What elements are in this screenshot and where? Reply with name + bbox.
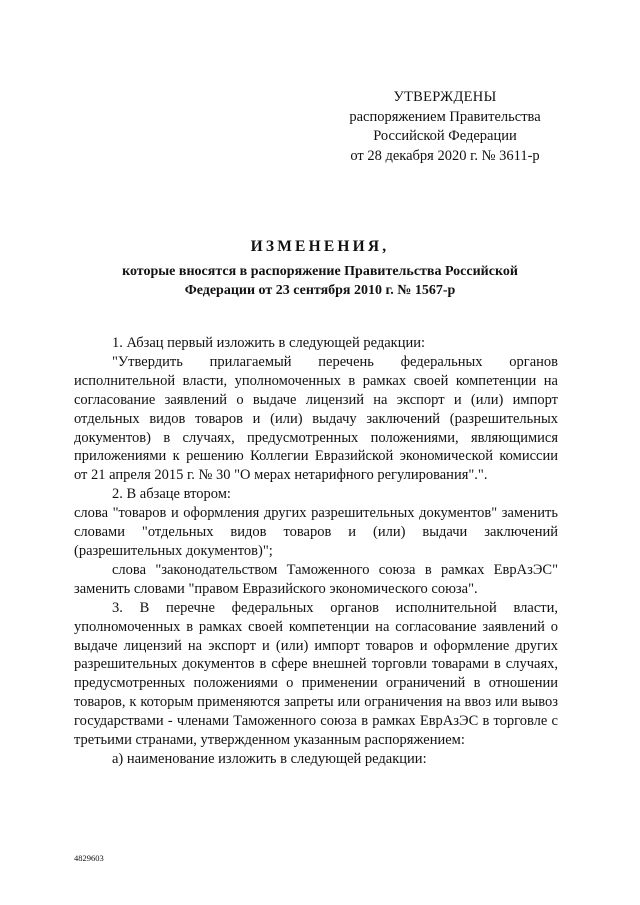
paragraph-4: слова "товаров и оформления других разрешительных документов" заменить словами "отдельных видов товаров и (или) выдачи заключений (разрешительных документов)"; — [74, 505, 558, 559]
paragraph-6: 3. В перечне федеральных органов исполнительной власти, уполномоченных в рамках своей компетенции на согласование заявлений о выдаче лицензий на экспорт и (или) импорт товаров и оформление других разрешительных документов в сфере внешней торговли товарами в случаях, предусмотренных положениями о применении ограничений в отношении товаров, к которым применяются запреты или ограничения на ввоз или вывоз государствами - членами Таможенного союза в рамках ЕврАзЭС в торговле с третьими странами, утвержденном указанным распоряжением: — [74, 599, 558, 749]
document-subtitle — [70, 262, 570, 300]
approval-block — [330, 88, 560, 166]
subtitle-line-1: которые вносятся в распоряжение Правительства Российской — [122, 264, 518, 279]
paragraph-3: 2. В абзаце втором: — [112, 486, 231, 503]
paragraph-1: 1. Абзац первый изложить в следующей редакции: — [112, 335, 426, 351]
document-title: ИЗМЕНЕНИЯ, — [250, 238, 390, 255]
paragraph-5: слова "законодательством Таможенного союза в рамках ЕврАзЭС" заменить словами "правом Евразийского экономического союза". — [74, 561, 558, 597]
approval-line-decree: распоряжением Правительства — [349, 108, 541, 125]
approval-line-country: Российской Федерации — [373, 128, 517, 144]
approval-line-date: от 28 декабря 2020 г. № 3611-р — [350, 147, 540, 164]
document-code: 4829603 — [74, 853, 104, 863]
subtitle-line-2: Федерации от 23 сентября 2010 г. № 1567-р — [184, 283, 456, 298]
paragraph-7: а) наименование изложить в следующей редакции: — [112, 750, 427, 767]
paragraph-2: "Утвердить прилагаемый перечень федеральных органов исполнительной власти, уполномоченных в рамках своей компетенции на согласование заявлений о выдаче лицензий на экспорт и (или) импорт отдельных видов товаров и (или) выдачу заключений (разрешительных документов) в случаях, предусмотренных положениями, являющимися приложениями к решению Коллегии Евразийской экономической комиссии от 21 апреля 2015 г. № 30 "О мерах нетарифного регулирования".". — [74, 353, 558, 484]
document-body — [74, 334, 558, 769]
approval-heading: УТВЕРЖДЕНЫ — [393, 89, 497, 105]
